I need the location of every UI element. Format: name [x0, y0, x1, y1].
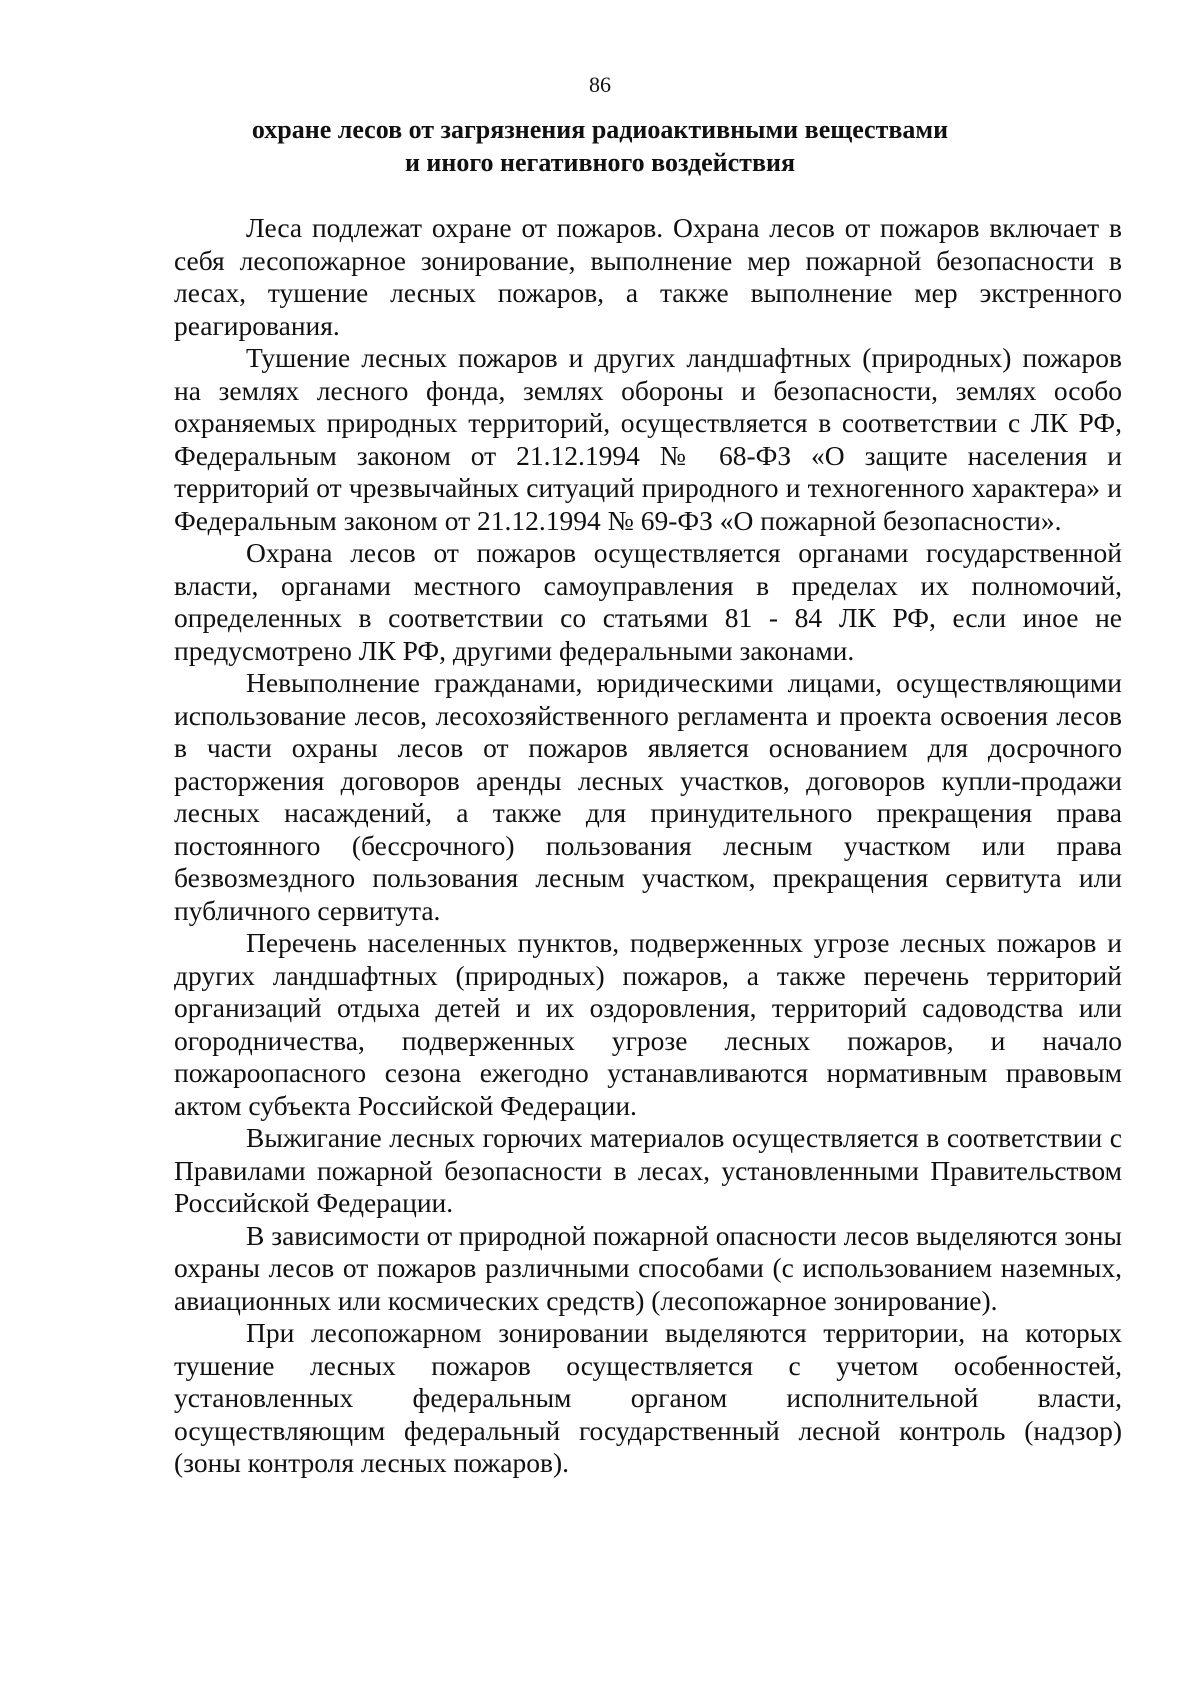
paragraph: Выжигание лесных горючих материалов осуществляется в соответствии с Правилами пожарной безопасности в лесах, установленными Правительством Российской Федерации. — [174, 1122, 1122, 1218]
section-heading — [150, 113, 1050, 179]
heading-line-1: охране лесов от загрязнения радиоактивными веществами — [251, 115, 949, 144]
body-text — [174, 212, 1122, 1480]
paragraph: Невыполнение гражданами, юридическими лицами, осуществляющими использование лесов, лесохозяйственного регламента и проекта освоения лесов в части охраны лесов от пожаров является основанием для досрочного расторжения договоров аренды лесных участков, договоров купли-продажи лесных насаждений, а также для принудительного прекращения права постоянного (бессрочного) пользования лесным участком или права безвозмездного пользования лесным участком, прекращения сервитута или публичного сервитута. — [174, 667, 1122, 926]
paragraph: Леса подлежат охране от пожаров. Охрана лесов от пожаров включает в себя лесопожарное зонирование, выполнение мер пожарной безопасности в лесах, тушение лесных пожаров, а также выполнение мер экстренного реагирования. — [174, 212, 1122, 341]
page-number: 86 — [589, 72, 611, 97]
paragraph: При лесопожарном зонировании выделяются территории, на которых тушение лесных пожаров осуществляется с учетом особенностей, установленных федеральным органом исполнительной власти, осуществляющим федеральный государственный лесной контроль (надзор) (зоны контроля лесных пожаров). — [174, 1317, 1122, 1478]
heading-line-2: и иного негативного воздействия — [404, 148, 796, 177]
paragraph: В зависимости от природной пожарной опасности лесов выделяются зоны охраны лесов от пожаров различными способами (с использованием наземных, авиационных или космических средств) (лесопожарное зонирование). — [174, 1219, 1122, 1316]
paragraph: Тушение лесных пожаров и других ландшафтных (природных) пожаров на землях лесного фонда, землях обороны и безопасности, землях особо охраняемых природных территорий, осуществляется в соответствии с ЛК РФ, Федеральным законом от 21.12.1994 № 68-ФЗ «О защите населения и территорий от чрезвычайных ситуаций природного и техногенного характера» и Федеральным законом от 21.12.1994 № 69-ФЗ «О пожарной безопасности». — [174, 342, 1122, 536]
paragraph: Охрана лесов от пожаров осуществляется органами государственной власти, органами местного самоуправления в пределах их полномочий, определенных в соответствии со статьями 81 - 84 ЛК РФ, если иное не предусмотрено ЛК РФ, другими федеральными законами. — [174, 537, 1122, 666]
paragraph: Перечень населенных пунктов, подверженных угрозе лесных пожаров и других ландшафтных (природных) пожаров, а также перечень территорий организаций отдыха детей и их оздоровления, территорий садоводства или огородничества, подверженных угрозе лесных пожаров, и начало пожароопасного сезона ежегодно устанавливаются нормативным правовым актом субъекта Российской Федерации. — [174, 927, 1122, 1121]
